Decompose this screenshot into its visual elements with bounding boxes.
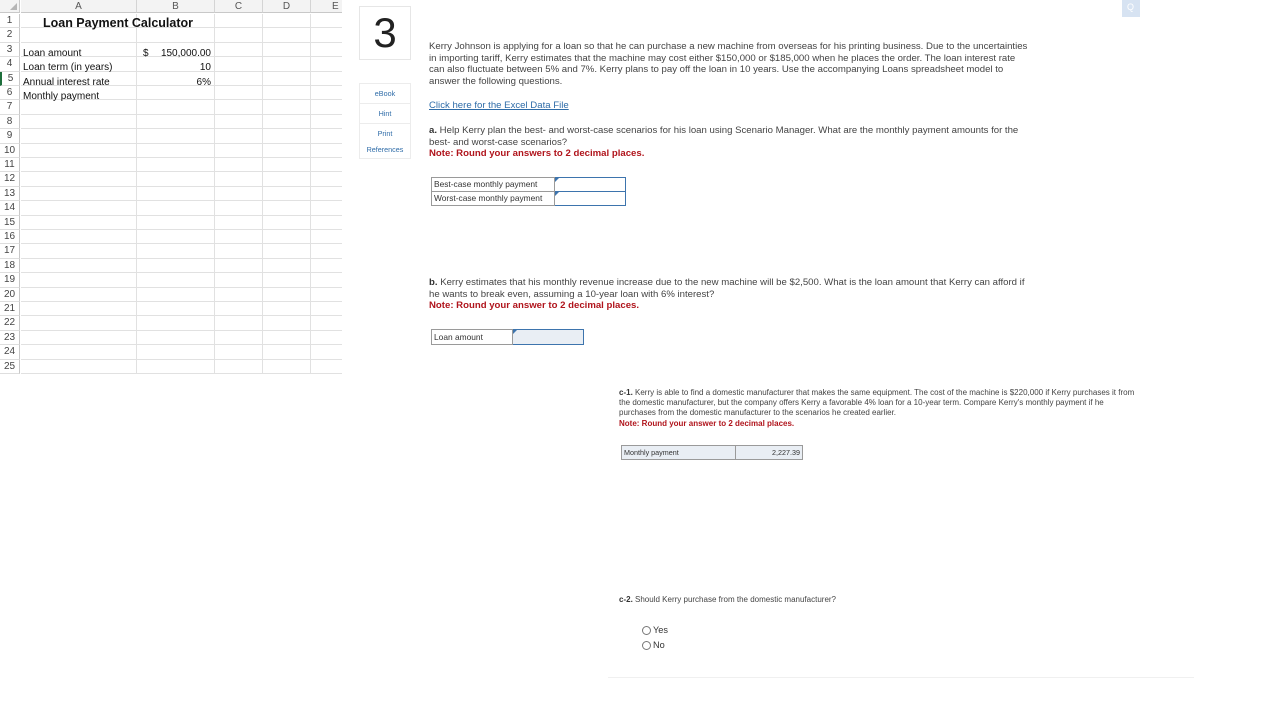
label-monthly-payment: Monthly payment [23,91,100,102]
grid-cell[interactable] [137,345,215,359]
value-loan-term[interactable]: 10 [199,62,211,74]
grid-cell[interactable] [215,316,263,330]
part-a-text: Help Kerry plan the best- and worst-case scenarios for his loan using Scenario Manager. What are the monthly payment amounts for the best- and worst-case scenarios? [429,125,1019,148]
select-all-corner[interactable] [0,0,20,13]
grid-cell[interactable] [21,172,137,186]
grid-cell[interactable] [311,230,342,244]
grid-cell[interactable] [137,187,215,201]
grid-cell[interactable] [215,158,263,172]
grid-cell[interactable] [263,57,311,71]
grid-cell[interactable] [21,316,137,330]
grid-cell[interactable] [215,331,263,345]
row-header[interactable]: 2 [0,28,20,42]
part-c1-answer-table [621,445,803,460]
grid-cell[interactable] [215,201,263,215]
row-header[interactable]: 10 [0,144,20,158]
radio-no[interactable] [642,641,651,650]
grid-cell[interactable] [21,345,137,359]
value-loan-amount[interactable]: 150,000.00 [160,47,211,59]
row-header[interactable]: 20 [0,288,20,302]
grid-cell[interactable] [263,14,311,28]
row-header[interactable]: 5 [0,72,20,86]
grid-cell[interactable] [311,100,342,114]
grid-cell[interactable] [21,158,137,172]
grid-cell[interactable] [263,345,311,359]
grid-cell[interactable] [311,201,342,215]
grid-cell[interactable] [311,331,342,345]
row-header[interactable]: 22 [0,316,20,330]
grid-cell[interactable] [215,172,263,186]
grid-cell[interactable] [137,129,215,143]
grid-cell[interactable] [137,230,215,244]
grid-cell[interactable] [21,187,137,201]
grid-cell[interactable] [137,144,215,158]
currency-symbol: $ [143,47,149,59]
grid-cell[interactable] [215,259,263,273]
grid-cell[interactable] [263,316,311,330]
table-row [432,330,584,345]
hint-link[interactable]: Hint [360,103,410,123]
column-header-a[interactable]: A [21,0,137,13]
part-b-note: Note: Round your answer to 2 decimal places. [429,300,640,312]
row-header[interactable]: 21 [0,302,20,316]
row-header[interactable]: 4 [0,57,20,71]
grid-cell[interactable] [311,172,342,186]
search-icon[interactable] [1122,0,1140,17]
grid-cell[interactable] [263,216,311,230]
worst-case-input[interactable] [555,192,626,206]
grid-cell[interactable] [311,187,342,201]
value-interest-rate[interactable]: 6% [196,76,211,88]
grid-cell[interactable] [137,316,215,330]
part-c1-text: Kerry is able to find a domestic manufacturer that makes the same equipment. The cost of the machine is $220,000 if Kerry purchases it from the domestic manufacturer, but the company offers Kerry a favorable 4% loan for a 10-year term. Compare Kerry's monthly payment if he purchases from the domestic manufacturer to the scenarios he created earlier. [619,388,1135,418]
best-case-input[interactable] [555,178,626,192]
grid-cell[interactable] [137,302,215,316]
grid-cell[interactable] [137,172,215,186]
row-header[interactable]: 15 [0,216,20,230]
grid-cell[interactable] [263,158,311,172]
grid-cell[interactable] [215,144,263,158]
grid-cell[interactable] [311,216,342,230]
part-c2-text: Should Kerry purchase from the domestic manufacturer? [632,595,837,604]
row-header[interactable]: 11 [0,158,20,172]
grid-cell[interactable] [215,302,263,316]
grid-cell[interactable] [21,288,137,302]
grid-cell[interactable] [137,360,215,374]
grid-cell[interactable] [215,86,263,100]
grid-cell[interactable] [311,259,342,273]
part-b-text: Kerry estimates that his monthly revenue increase due to the new machine will be $2,500. What is the loan amount that Kerry can afford if he wants to break even, assuming a 10-year loan with 6% interest? [429,277,1025,300]
grid-cell[interactable] [311,158,342,172]
grid-cell[interactable] [263,72,311,86]
row-header[interactable]: 9 [0,129,20,143]
best-case-label: Best-case monthly payment [432,178,555,192]
label-loan-amount: Loan amount [23,47,82,59]
label-interest-rate: Annual interest rate [23,76,110,88]
grid-cell[interactable] [311,14,342,28]
grid-cell[interactable] [215,57,263,71]
grid-cell[interactable] [215,273,263,287]
grid-cell[interactable] [137,115,215,129]
grid-cell[interactable] [311,273,342,287]
divider [608,677,1194,678]
grid-cell[interactable] [263,129,311,143]
grid-cell[interactable] [263,302,311,316]
grid-cell[interactable] [263,273,311,287]
grid-cell[interactable] [263,144,311,158]
grid-cell[interactable] [311,302,342,316]
column-header-b[interactable]: B [137,0,215,13]
row-header[interactable]: 17 [0,244,20,258]
grid-cell[interactable] [137,244,215,258]
grid-cell[interactable] [263,201,311,215]
ebook-link[interactable]: eBook [374,89,396,98]
grid-cell[interactable] [215,230,263,244]
grid-cell[interactable] [263,86,311,100]
row-header[interactable]: 6 [0,86,20,100]
grid-cell[interactable] [215,100,263,114]
excel-data-file-link[interactable]: Click here for the Excel Data File [429,100,569,111]
grid-cell[interactable] [311,115,342,129]
grid-cell[interactable] [137,158,215,172]
grid-cell[interactable] [137,273,215,287]
grid-cell[interactable] [311,72,342,86]
row-header[interactable]: 1 [0,14,20,28]
loan-amount-input[interactable] [513,330,584,345]
grid-cell[interactable] [215,244,263,258]
grid-cell[interactable] [137,259,215,273]
radio-yes[interactable] [642,626,651,635]
row-header[interactable]: 13 [0,187,20,201]
grid-cell[interactable] [21,331,137,345]
grid-cell[interactable] [137,331,215,345]
part-c1-note: Note: Round your answer to 2 decimal places. [619,418,795,428]
grid-cell[interactable] [21,273,137,287]
grid-cell[interactable] [21,259,137,273]
grid-cell[interactable] [21,230,137,244]
row-header[interactable]: 12 [0,172,20,186]
grid-cell[interactable] [311,43,342,57]
excel-link-wrapper [429,100,729,112]
grid-cell[interactable] [137,201,215,215]
grid-cell[interactable] [137,288,215,302]
row-header[interactable]: 23 [0,331,20,345]
question-intro: Kerry Johnson is applying for a loan so that he can purchase a new machine from overseas for his printing business. Due to the uncertainties in importing tariff, Kerry estimates that the machine may cost either $150,000 or $185,000 when he places the order. The loan interest rate can also fluctuate between 5% and 7%. Kerry plans to pay off the loan in 10 years. Use the accompanying Loans spreadsheet model to answer the following questions. [429,41,1028,87]
grid-cell[interactable] [263,288,311,302]
row-header[interactable]: 25 [0,360,20,374]
table-row [432,192,626,206]
grid-cell[interactable] [21,302,137,316]
grid-cell[interactable] [311,360,342,374]
row-header[interactable]: 19 [0,273,20,287]
row-header[interactable]: 3 [0,43,20,57]
part-c2-prompt [619,595,1019,605]
grid-cell[interactable] [263,360,311,374]
grid-cell[interactable] [21,201,137,215]
grid-cell[interactable] [21,216,137,230]
grid-cell[interactable] [215,14,263,28]
grid-cell[interactable] [137,216,215,230]
grid-cell[interactable] [311,129,342,143]
grid-cell[interactable] [21,244,137,258]
grid-cell[interactable] [21,115,137,129]
grid-cell[interactable] [215,187,263,201]
grid-cell[interactable] [263,115,311,129]
monthly-payment-value: 2,227.39 [736,446,803,460]
grid-cell[interactable] [263,28,311,42]
print-link[interactable]: Print [360,123,410,143]
part-a-answer-table [431,177,626,206]
row-header[interactable]: 8 [0,115,20,129]
part-a-prompt [429,125,1029,160]
references-link[interactable]: References [366,145,404,154]
grid-cell[interactable] [215,129,263,143]
part-c1-prompt [619,388,1141,429]
grid-cell[interactable] [215,216,263,230]
grid-cell[interactable] [311,316,342,330]
grid-cell[interactable] [21,360,137,374]
radio-yes-label[interactable]: Yes [653,625,668,635]
resource-links-panel [359,83,411,159]
part-a-note: Note: Round your answers to 2 decimal places. [429,148,645,160]
grid-cell[interactable] [215,43,263,57]
part-a-tag: a. [429,125,438,136]
column-header-d[interactable]: D [263,0,311,13]
part-c1-tag: c-1. [619,388,633,397]
row-header[interactable]: 14 [0,201,20,215]
grid-cell[interactable] [311,144,342,158]
grid-cell[interactable] [263,244,311,258]
table-row [432,178,626,192]
row-header[interactable]: 16 [0,230,20,244]
question-number: 3 [359,6,411,60]
part-c2-tag: c-2. [619,595,633,604]
part-b-prompt [429,277,1029,312]
grid-cell[interactable] [311,244,342,258]
spreadsheet [0,0,342,381]
grid-cell[interactable] [215,360,263,374]
grid-cell[interactable] [311,28,342,42]
grid-cell[interactable] [137,100,215,114]
part-b-tag: b. [429,277,438,288]
grid-cell[interactable] [311,57,342,71]
row-header[interactable]: 18 [0,259,20,273]
grid-cell[interactable] [215,72,263,86]
sheet-title: Loan Payment Calculator [42,16,194,30]
grid-cell[interactable] [263,331,311,345]
part-b-answer-table [431,329,584,345]
grid-cell[interactable] [21,144,137,158]
row-header[interactable]: 24 [0,345,20,359]
radio-no-label[interactable]: No [653,640,665,650]
loan-amount-label: Loan amount [432,330,513,345]
label-loan-term: Loan term (in years) [23,62,113,74]
grid-cell[interactable] [263,187,311,201]
grid-cell[interactable] [21,129,137,143]
grid-cell[interactable] [311,86,342,100]
table-row [622,446,803,460]
grid-cell[interactable] [263,259,311,273]
grid-cell[interactable] [263,230,311,244]
grid-cell[interactable] [263,100,311,114]
grid-cell[interactable] [215,28,263,42]
grid-cell[interactable] [311,288,342,302]
grid-cell[interactable] [215,115,263,129]
column-header-c[interactable]: C [215,0,263,13]
worst-case-label: Worst-case monthly payment [432,192,555,206]
column-header-e[interactable]: E [311,0,342,13]
row-header[interactable]: 7 [0,100,20,114]
grid-cell[interactable] [311,345,342,359]
grid-cell[interactable] [215,345,263,359]
monthly-payment-label: Monthly payment [622,446,736,460]
grid-cell[interactable] [263,43,311,57]
grid-cell[interactable] [215,288,263,302]
grid-cell[interactable] [263,172,311,186]
